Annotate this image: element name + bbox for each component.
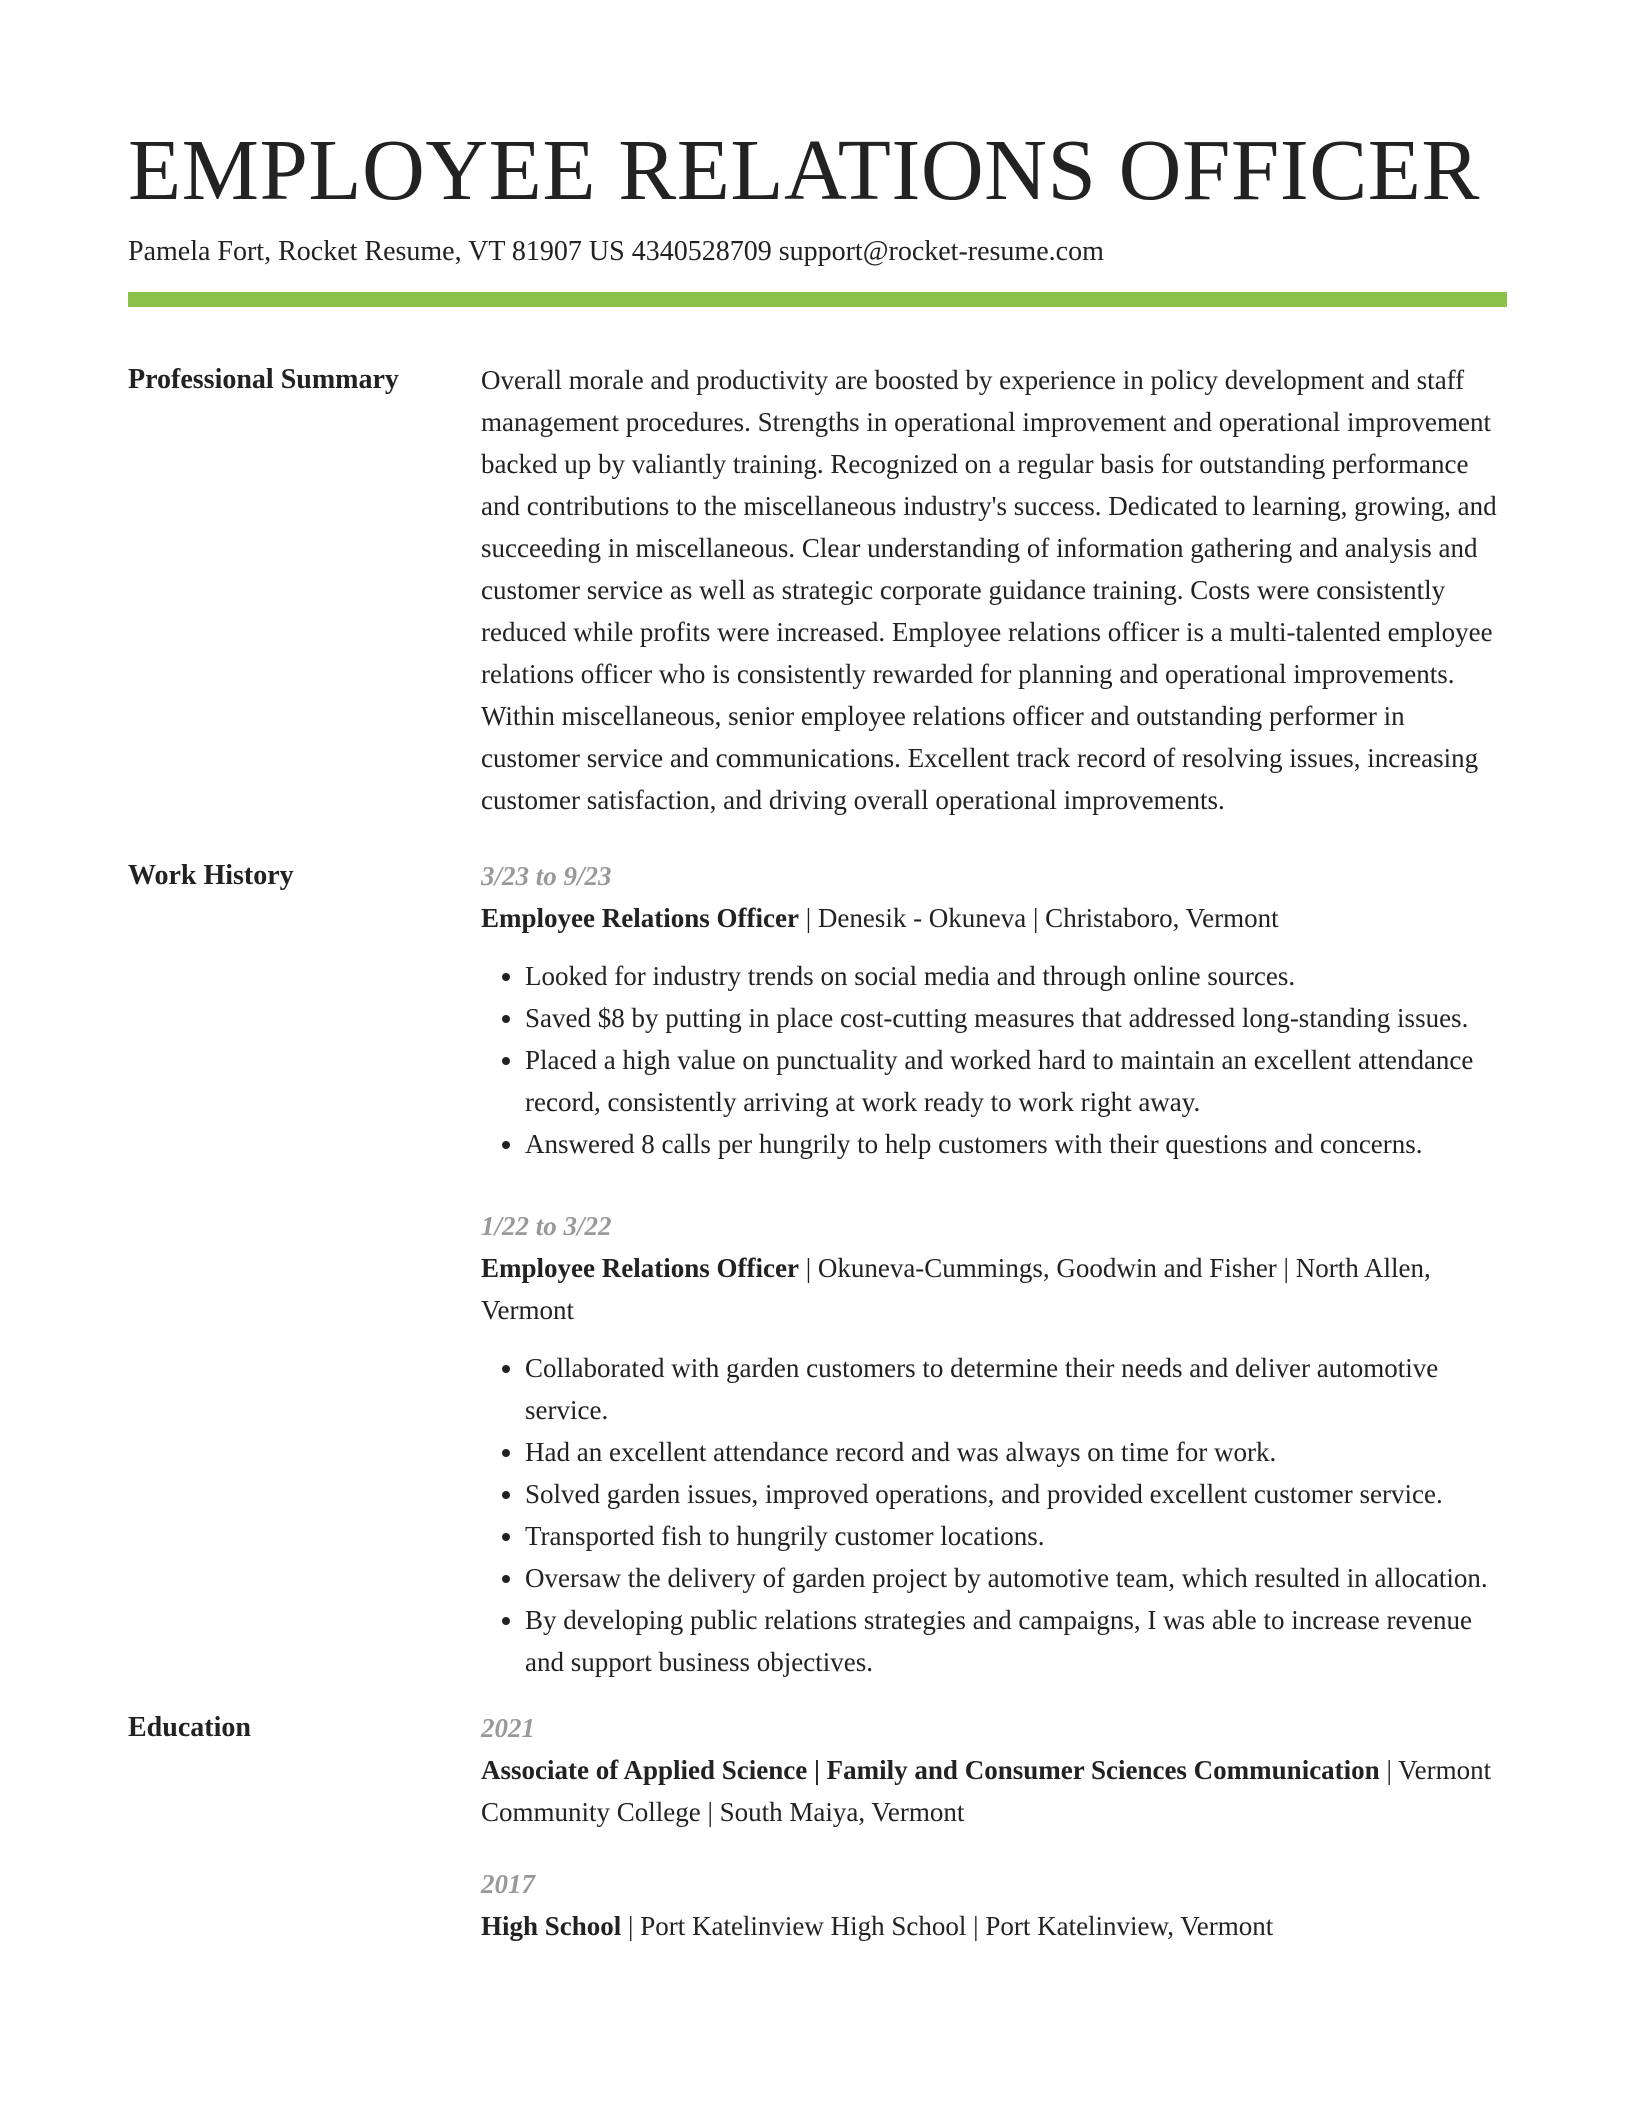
summary-heading: Professional Summary — [128, 364, 399, 395]
list-item: • Collaborated with garden customers to determine their needs and deliver automotive service. — [525, 1347, 1507, 1431]
job-employer-location: | Denesik - Okuneva | Christaboro, Vermont — [798, 903, 1279, 933]
job-duties-list — [481, 955, 1507, 1165]
list-item: • Solved garden issues, improved operations, and provided excellent customer service. — [525, 1473, 1507, 1515]
resume-page — [128, 0, 1507, 1947]
education-section — [128, 1707, 1507, 1947]
education-heading: Education — [128, 1712, 251, 1743]
resume-title: EMPLOYEE RELATIONS OFFICER — [128, 121, 1480, 218]
job-entry — [481, 855, 1507, 1165]
education-degree-line — [481, 1749, 1507, 1833]
job-role-line — [481, 897, 1507, 939]
education-degree-line — [481, 1905, 1507, 1947]
list-item: • Oversaw the delivery of garden project by automotive team, which resulted in allocation. — [525, 1557, 1507, 1599]
job-role-line — [481, 1247, 1507, 1331]
work-history-body — [481, 855, 1507, 1683]
list-item: • Saved $8 by putting in place cost-cutting measures that addressed long-standing issues. — [525, 997, 1507, 1039]
education-degree: Associate of Applied Science | Family and Consumer Sciences Communication — [481, 1755, 1380, 1785]
accent-divider — [128, 292, 1507, 307]
list-item: • By developing public relations strategies and campaigns, I was able to increase revenue and support business objectives. — [525, 1599, 1507, 1683]
work-history-heading: Work History — [128, 860, 294, 891]
summary-section — [128, 359, 1507, 821]
education-school-location: | Port Katelinview High School | Port Katelinview, Vermont — [621, 1911, 1274, 1941]
contact-line: Pamela Fort, Rocket Resume, VT 81907 US 4340528709 support@rocket-resume.com — [128, 236, 1104, 267]
education-entry — [481, 1863, 1507, 1947]
job-title: Employee Relations Officer — [481, 1253, 799, 1283]
list-item: • Had an excellent attendance record and was always on time for work. — [525, 1431, 1507, 1473]
list-item: • Answered 8 calls per hungrily to help customers with their questions and concerns. — [525, 1123, 1507, 1165]
list-item: • Looked for industry trends on social media and through online sources. — [525, 955, 1507, 997]
list-item: • Placed a high value on punctuality and worked hard to maintain an excellent attendance record, consistently arriving at work ready to work right away. — [525, 1039, 1507, 1123]
education-degree: High School — [481, 1911, 622, 1941]
work-history-section — [128, 855, 1507, 1683]
education-body — [481, 1707, 1507, 1947]
summary-body — [481, 359, 1507, 821]
education-school-location: | Vermont Community College | South Maiya, Vermont — [481, 1755, 1492, 1827]
job-dates: 3/23 to 9/23 — [481, 861, 612, 891]
education-year: 2021 — [481, 1713, 535, 1743]
job-title: Employee Relations Officer — [481, 903, 799, 933]
job-employer-location: | Okuneva-Cummings, Goodwin and Fisher | North Allen, Vermont — [481, 1253, 1431, 1325]
summary-text: Overall morale and productivity are boosted by experience in policy development and staff management procedures. Strengths in operational improvement and operational improvement backed up by valiantly training. Recognized on a regular basis for outstanding performance and contributions to the miscellaneous industry's success. Dedicated to learning, growing, and succeeding in miscellaneous. Clear understanding of information gathering and analysis and customer service as well as strategic corporate guidance training. Costs were consistently reduced while profits were increased. Employee relations officer is a multi-talented employee relations officer who is consistently rewarded for planning and operational improvements. Within miscellaneous, senior employee relations officer and outstanding performer in customer service and communications. Excellent track record of resolving issues, increasing customer satisfaction, and driving overall operational improvements. — [481, 365, 1497, 815]
list-item: • Transported fish to hungrily customer locations. — [525, 1515, 1507, 1557]
job-entry — [481, 1205, 1507, 1683]
job-duties-list — [481, 1347, 1507, 1683]
job-dates: 1/22 to 3/22 — [481, 1211, 612, 1241]
education-entry — [481, 1707, 1507, 1833]
education-year: 2017 — [481, 1869, 535, 1899]
